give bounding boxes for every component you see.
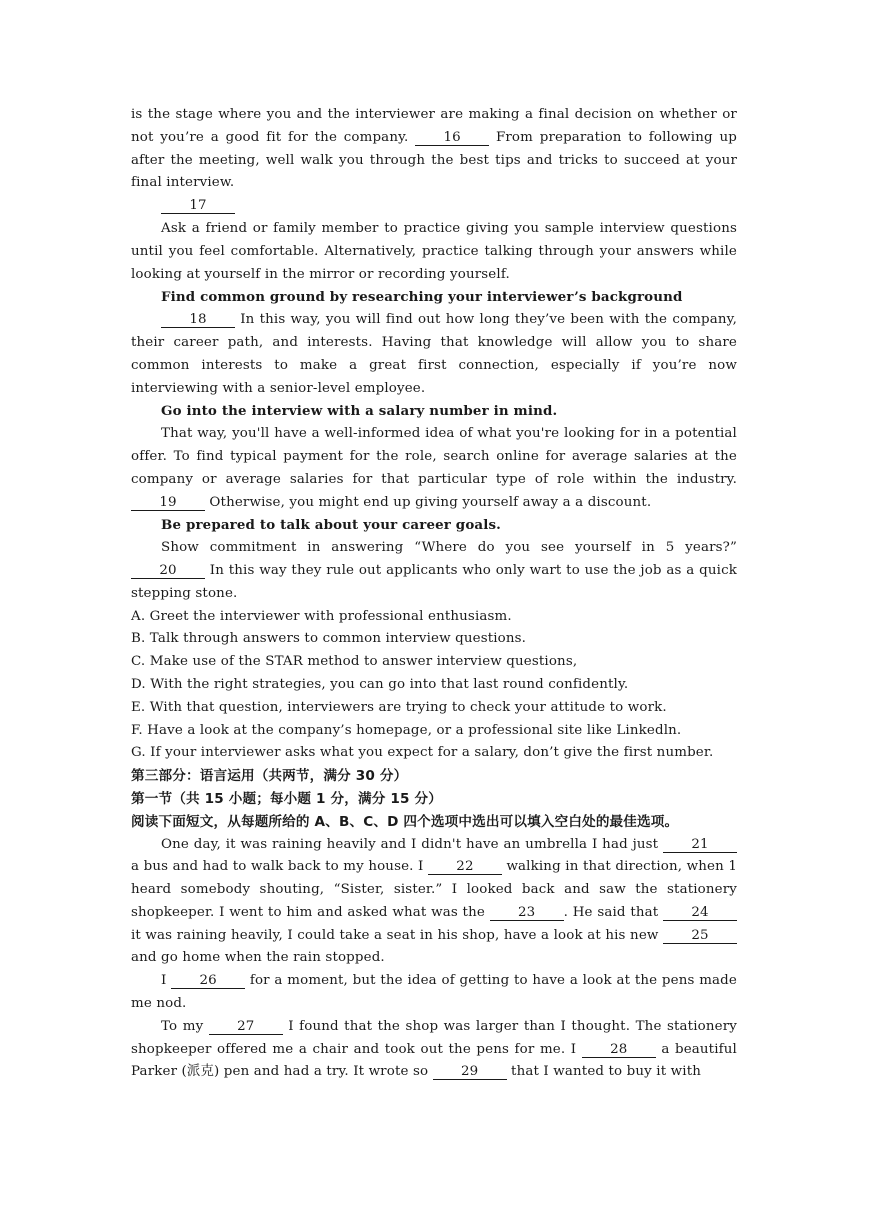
blank-21[interactable]: 21 <box>663 837 737 853</box>
tip19-heading: Go into the interview with a salary number in mind. <box>161 403 558 420</box>
blank-18[interactable]: 18 <box>161 312 235 328</box>
tip18-heading: Find common ground by researching your interviewer’s background <box>161 289 683 306</box>
tip17-blank-line <box>131 195 737 218</box>
tip19-text-1: That way, you'll have a well-informed idea of what you're looking for in a potential offer. To find typical payment for the role, search online for average salaries at the company or average salaries for that particular type of role within the industry. <box>131 426 737 487</box>
cloze-paragraph-2 <box>131 970 737 1016</box>
option-d[interactable]: D. With the right strategies, you can go into that last round confidently. <box>131 676 629 692</box>
cloze-text: I <box>161 973 167 989</box>
blank-19[interactable]: 19 <box>131 495 205 511</box>
cloze-text: . He said that <box>563 904 659 920</box>
cloze-text: To my <box>161 1018 204 1034</box>
cloze-text: a beautiful Parker (派克) pen and had a try. It wrote so <box>131 1041 737 1080</box>
tip20-text-2: In this way they rule out applicants who only wart to use the job as a quick stepping stone. <box>131 562 737 601</box>
cloze-text: and go home when the rain stopped. <box>131 950 385 966</box>
cloze-text: One day, it was raining heavily and I didn't have an umbrella I had just <box>161 836 659 852</box>
tip20-text-1: Show commitment in answering “Where do you see yourself in 5 years?” <box>161 540 737 556</box>
blank-22[interactable]: 22 <box>428 859 502 875</box>
document-page <box>131 104 737 1084</box>
blank-27[interactable]: 27 <box>209 1019 283 1035</box>
tip18-text: In this way, you will find out how long they’ve been with the company, their career path, and interests. Having that knowledge will allow you to share common interests to make a great first connection, especially if you’re now interviewing with a senior-level employee. <box>131 312 737 396</box>
section1-title: 第一节（共 15 小题；每小题 1 分，满分 15 分） <box>131 790 442 807</box>
cloze-text: walking in that direction, when 1 heard somebody shouting, “Sister, sister.” I looked back and saw the stationery shopkeeper. I went to him and asked what was the <box>131 859 737 920</box>
section1-instruction: 阅读下面短文，从每题所给的 A、B、C、D 四个选项中选出可以填入空白处的最佳选项。 <box>131 813 679 830</box>
tip18-paragraph <box>131 309 737 400</box>
intro-text-1: is the stage where you and the interviewer are making a final decision on whether or not you’re a good fit for the company. <box>131 107 737 145</box>
cloze-text: a bus and had to walk back to my house. I <box>131 859 424 875</box>
blank-23[interactable]: 23 <box>490 905 564 921</box>
tip20-heading: Be prepared to talk about your career goals. <box>161 517 501 534</box>
cloze-text: for a moment, but the idea of getting to have a look at the pens made me nod. <box>131 973 737 1012</box>
cloze-text: that I wanted to buy it with <box>511 1064 702 1080</box>
blank-26[interactable]: 26 <box>171 973 245 989</box>
option-g[interactable]: G. If your interviewer asks what you expect for a salary, don’t give the first number. <box>131 745 714 761</box>
cloze-paragraph-1 <box>131 834 737 971</box>
cloze-text: I found that the shop was larger than I thought. The stationery shopkeeper offered me a chair and took out the pens for me. I <box>131 1018 737 1057</box>
intro-paragraph <box>131 104 737 195</box>
tip19-paragraph <box>131 423 737 514</box>
option-c[interactable]: C. Make use of the STAR method to answer interview questions, <box>131 654 578 670</box>
cloze-text: it was raining heavily, I could take a seat in his shop, have a look at his new <box>131 927 659 943</box>
blank-28[interactable]: 28 <box>582 1042 656 1058</box>
tip17-paragraph: Ask a friend or family member to practice giving you sample interview questions until you feel comfortable. Alternatively, practice talking through your answers while looking at yourself in the mirror or recording yourself. <box>131 220 737 282</box>
intro-text-2: From preparation to following up after the meeting, well walk you through the best tips and tricks to succeed at your final interview. <box>131 129 737 191</box>
tip20-paragraph <box>131 537 737 605</box>
option-e[interactable]: E. With that question, interviewers are trying to check your attitude to work. <box>131 699 667 715</box>
option-f[interactable]: F. Have a look at the company’s homepage, or a professional site like Linkedln. <box>131 722 682 738</box>
option-b[interactable]: B. Talk through answers to common interview questions. <box>131 631 527 647</box>
blank-29[interactable]: 29 <box>433 1064 507 1080</box>
blank-20[interactable]: 20 <box>131 563 205 579</box>
tip19-text-2: Otherwise, you might end up giving yourself away a a discount. <box>209 494 652 510</box>
part3-title: 第三部分：语言运用（共两节，满分 30 分） <box>131 768 408 785</box>
blank-24[interactable]: 24 <box>663 905 737 921</box>
blank-16[interactable]: 16 <box>415 130 489 146</box>
blank-17[interactable]: 17 <box>161 198 235 214</box>
option-a[interactable]: A. Greet the interviewer with professional enthusiasm. <box>131 608 512 624</box>
cloze-paragraph-3 <box>131 1016 737 1084</box>
blank-25[interactable]: 25 <box>663 928 737 944</box>
